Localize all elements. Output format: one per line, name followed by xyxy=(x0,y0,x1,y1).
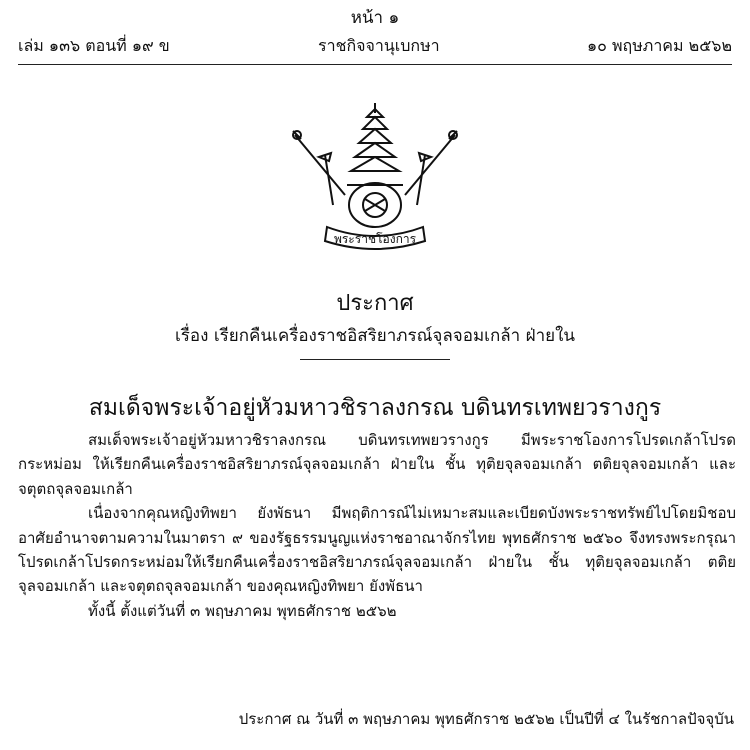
page-number: หน้า ๑ xyxy=(350,8,400,28)
body-paragraph: สมเด็จพระเจ้าอยู่หัวมหาวชิราลงกรณ บดินทรเทพยวรางกูร มีพระราชโองการโปรดเกล้าโปรดกระหม่อม ให้เรียกคืนเครื่องราชอิสริยาภรณ์จุลจอมเกล้า ฝ่ายใน ชั้น ทุติยจุลจอมเกล้า ตติยจุลจอมเกล้า และจตุตถจุลจอมเกล้า xyxy=(18,431,736,498)
body-paragraph: เนื่องจากคุณหญิงทิพยา ยังพัธนา มีพฤติการณ์ไม่เหมาะสมและเบียดบังพระราชทรัพย์ไปโดยมิชอบ อาศัยอำนาจตามความในมาตรา ๙ ของรัฐธรรมนูญแห่งราชอาณาจักรไทย พุทธศักราช ๒๕๖๐ จึงทรงพระกรุณาโปรดเกล้าโปรดกระหม่อมให้เรียกคืนเครื่องราชอิสริยาภรณ์จุลจอมเกล้า ฝ่ายใน ชั้น ทุติยจุลจอมเกล้า ตติยจุลจอมเกล้า และจตุตถจุลจอมเกล้า ของคุณหญิงทิพยา ยังพัธนา xyxy=(18,504,736,596)
document-subject: เรื่อง เรียกคืนเครื่องราชอิสริยาภรณ์จุลจอมเกล้า ฝ่ายใน xyxy=(174,326,576,346)
publication-name: ราชกิจจานุเบกษา xyxy=(318,36,440,55)
volume-issue: เล่ม ๑๓๖ ตอนที่ ๑๙ ข xyxy=(18,36,170,55)
subject-divider xyxy=(300,359,450,360)
document-title: ประกาศ xyxy=(336,291,414,316)
royal-emblem-icon xyxy=(275,95,475,255)
body-paragraph: ทั้งนี้ ตั้งแต่วันที่ ๓ พฤษภาคม พุทธศักราช ๒๕๖๒ xyxy=(88,601,397,620)
emblem-ribbon-text: พระราชโองการ xyxy=(333,232,417,246)
closing-line: ประกาศ ณ วันที่ ๓ พฤษภาคม พุทธศักราช ๒๕๖๒ เป็นปีที่ ๔ ในรัชกาลปัจจุบัน xyxy=(238,710,734,728)
publication-date: ๑๐ พฤษภาคม ๒๕๖๒ xyxy=(586,36,732,55)
announcement-body xyxy=(18,428,736,623)
monarch-name: สมเด็จพระเจ้าอยู่หัวมหาวชิราลงกรณ บดินทรเทพยวรางกูร xyxy=(88,395,662,421)
header-divider xyxy=(18,64,732,65)
